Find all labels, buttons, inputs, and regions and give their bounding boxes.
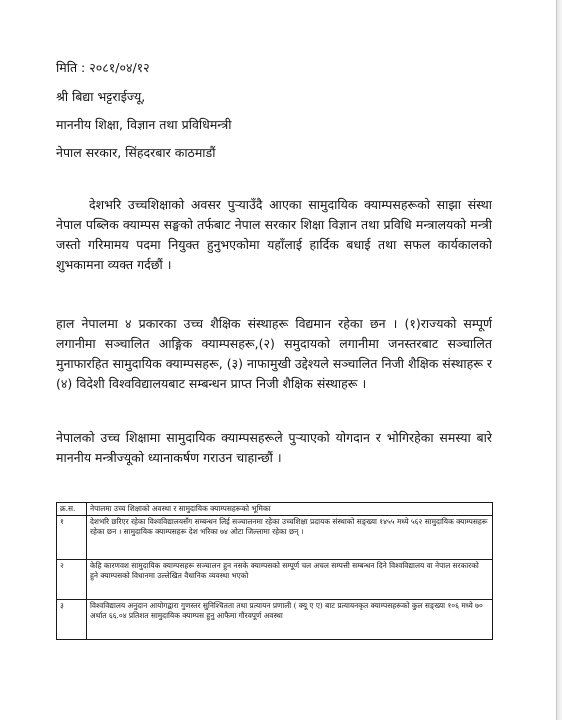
recipient-address: नेपाल सरकार, सिंहदरबार काठमाडौं	[56, 145, 216, 160]
viewer-background	[557, 0, 562, 720]
table-row	[57, 600, 493, 640]
community-campus-table	[56, 502, 493, 640]
table-header-row	[57, 503, 493, 516]
serial-number-header: क्र.स.	[57, 503, 87, 516]
attention-paragraph: नेपालको उच्च शिक्षामा सामुदायिक क्याम्पसहरूले पुर्‍याएको योगदान र भोगिरहेका समस्या बारे माननीय मन्त्रीज्यूको ध्यानाकर्षण गराउन चाहान्छौं ।	[56, 430, 492, 465]
description-header: नेपालमा उच्च शिक्षाको अवस्था र सामुदायिक क्याम्पसहरूको भूमिका	[87, 503, 493, 516]
row-description: देशभरि छरिएर रहेका विश्वविद्यालयसँग सम्बन्धन लिई सञ्चालनमा रहेका उच्चशिक्षा प्रदायक संस्थाको सङ्ख्या १४५५ मध्ये ५६२ सामुदायिक क्याम्पसहरू रहेका छन । सामुदायिक क्याम्पसहरू देश भरिका ७४ ओटा जिल्लामा रहेका छन् ।	[87, 516, 493, 560]
row-description: केहि कारणवश सामुदायिक क्याम्पसहरू सञ्चालन हुन नसके क्याम्पसको सम्पूर्ण चल अचल सम्पत्ती सम्बन्धन दिने विश्वविद्यालय वा नेपाल सरकारको हुने क्याम्पसको विधानमा उल्लेखित वैधानिक व्यवस्था भएको	[87, 560, 493, 600]
row-number: ३	[57, 600, 87, 640]
institutions-paragraph: हाल नेपालमा ४ प्रकारका उच्च शैक्षिक संस्थाहरू विद्यमान रहेका छन । (१)राज्यको सम्पूर्ण लगानीमा सञ्चालित आङ्गिक क्याम्पसहरू,(२) समुदायको लगानीमा जनस्तरबाट सञ्चालित मुनाफारहित सामुदायिक क्याम्पसहरू, (३) नाफामुखी उद्देश्यले सञ्चालित निजी शैक्षिक संस्थाहरू र (४) विदेशी विश्वविद्यालयबाट सम्बन्धन प्राप्त निजी शैक्षिक संस्थाहरू ।	[56, 316, 492, 391]
row-number: १	[57, 516, 87, 560]
table-row	[57, 560, 493, 600]
congratulation-paragraph: देशभरि उच्चशिक्षाको अवसर पुर्‍याउँदै आएका सामुदायिक क्याम्पसहरूको साझा संस्था नेपाल पब्लिक क्याम्पस सङ्घको तर्फबाट नेपाल सरकार शिक्षा विज्ञान तथा प्रविधि मन्त्रालयको मन्त्री जस्तो गरिमामय पदमा नियुक्त हुनुभएकोमा यहाँलाई हार्दिक बधाई तथा सफल कार्यकालको शुभकामना व्यक्त गर्दछौं ।	[56, 197, 492, 272]
recipient-designation: माननीय शिक्षा, विज्ञान तथा प्रविधिमन्त्री	[56, 117, 232, 132]
recipient-name: श्री बिद्या भट्टराईज्यू,	[56, 89, 146, 104]
table-row	[57, 516, 493, 560]
letter-date: मिति : २०८१/०४/१२	[56, 60, 150, 75]
row-description: विश्वविद्यालय अनुदान आयोगद्वारा गुणस्तर सुनिश्चितता तथा प्रत्यायन प्रणाली ( क्यू ए ए) बाट प्रत्यायनकृत क्याम्पसहरूको कुल सङ्ख्या १०६ मध्ये ७० अर्थात ६६.०४ प्रतिशत सामुदायिक क्याम्पस हुनु आफैमा गौरवपूर्ण अवस्था	[87, 600, 493, 640]
row-number: २	[57, 560, 87, 600]
